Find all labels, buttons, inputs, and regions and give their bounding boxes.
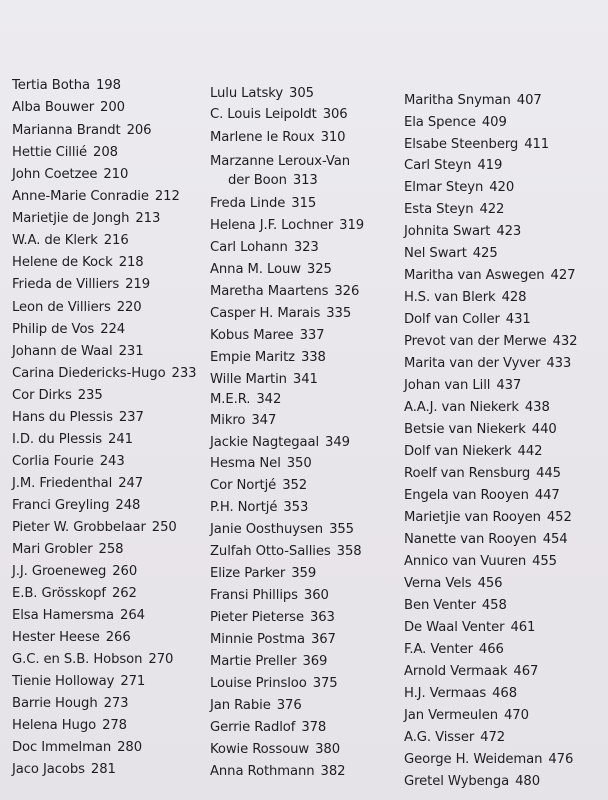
entry-page-number: 468 [492,686,518,701]
index-entry [404,444,542,460]
index-entry [12,696,128,712]
entry-name: Dolf van Niekerk [404,444,512,459]
index-entry [404,137,549,153]
entry-page-number: 326 [334,284,360,299]
index-entry [404,290,526,306]
entry-name: Nel Swart [404,246,467,261]
index-entry [12,432,133,448]
entry-name: Marita van der Vyver [404,356,541,371]
entry-page-number: 260 [112,564,138,579]
entry-page-number: 407 [516,93,542,108]
entry-page-number: 237 [118,410,144,425]
index-entry [404,466,561,482]
entry-page-number: 250 [151,520,177,535]
entry-name: Fransi Phillips [210,588,298,603]
index-entry [404,686,517,702]
index-entry [12,564,137,580]
entry-page-number: 427 [550,268,576,283]
entry-name: Elmar Steyn [404,180,484,195]
index-entry [210,372,318,388]
entry-page-number: 247 [118,476,144,491]
entry-name: F.A. Venter [404,642,473,657]
entry-name: Zulfah Otto-Sallies [210,544,331,559]
entry-name: Freda Linde [210,196,286,211]
index-entry [210,435,350,451]
entry-name: P.H. Nortjé [210,500,278,515]
entry-page-number: 243 [99,454,125,469]
index-entry [404,598,507,614]
entry-name: Betsie van Niekerk [404,422,526,437]
entry-page-number: 355 [329,522,354,537]
entry-page-number: 218 [118,255,144,270]
entry-page-number: 472 [480,730,506,745]
entry-page-number: 458 [481,598,507,613]
index-entry [12,498,140,514]
entry-page-number: 360 [303,588,329,603]
entry-name: Mari Grobler [12,542,93,557]
entry-page-number: 278 [102,718,127,733]
entry-page-number: 231 [118,344,144,359]
entry-name: Corlia Fourie [12,454,94,469]
entry-page-number: 305 [289,86,314,101]
index-entry [12,476,143,492]
entry-name: Gerrie Radlof [210,720,296,735]
entry-name: Tertia Botha [12,78,90,93]
index-entry [404,158,502,174]
entry-name: Jan Vermeulen [404,708,498,723]
index-entry [12,300,142,316]
entry-name: Helena J.F. Lochner [210,218,334,233]
entry-name: E.B. Grösskopf [12,586,106,601]
entry-name: Elsabe Steenberg [404,137,519,152]
index-entry [404,202,504,218]
entry-name: A.G. Visser [404,730,475,745]
entry-name: Martie Preller [210,654,297,669]
index-entry [404,664,538,680]
index-entry [210,413,276,429]
entry-page-number: 280 [117,740,142,755]
entry-page-number: 262 [111,586,137,601]
index-entry [12,344,143,360]
entry-page-number: 431 [505,312,531,327]
index-entry [12,608,145,624]
entry-name: Marlene le Roux [210,130,315,145]
entry-name: Maritha Snyman [404,93,511,108]
entry-name: Wille Martin [210,372,287,387]
entry-page-number: 380 [315,742,340,757]
index-entry [404,708,529,724]
index-entry [210,130,345,146]
index-entry [12,718,127,734]
entry-name: der Boon [228,173,287,188]
entry-page-number: 325 [306,262,332,277]
entry-name: George H. Weideman [404,752,543,767]
index-entry [404,554,557,570]
entry-name: Ela Spence [404,115,476,130]
entry-name: Minnie Postma [210,632,305,647]
index-entry [210,588,329,604]
entry-page-number: 198 [95,78,121,93]
entry-name: Hester Heese [12,630,100,645]
entry-page-number: 454 [542,532,568,547]
entry-page-number: 220 [116,300,142,315]
index-entry [210,218,364,234]
entry-name: Leon de Villiers [12,300,111,315]
entry-page-number: 350 [286,456,312,471]
entry-page-number: 208 [93,145,118,160]
entry-name: Engela van Rooyen [404,488,529,503]
index-entry [210,154,350,170]
index-entry [210,566,316,582]
entry-page-number: 411 [524,137,550,152]
index-entry [210,544,362,560]
index-entry [12,762,116,778]
index-entry [210,107,348,123]
entry-name: J.M. Friedenthal [12,476,113,491]
entry-name: Anna M. Louw [210,262,301,277]
index-entry [210,350,326,366]
entry-page-number: 467 [513,664,539,679]
entry-page-number: 271 [120,674,146,689]
entry-name: Elsa Hamersma [12,608,115,623]
entry-name: Kobus Maree [210,328,294,343]
entry-page-number: 341 [292,372,318,387]
index-entry [210,240,319,256]
index-entry [404,488,560,504]
entry-page-number: 347 [251,413,277,428]
entry-name: Anne-Marie Conradie [12,189,149,204]
entry-name: Johan van Lill [404,378,491,393]
entry-page-number: 363 [309,610,335,625]
entry-page-number: 470 [503,708,529,723]
index-entry [12,630,131,646]
entry-name: Louise Prinsloo [210,676,307,691]
index-entry [12,542,123,558]
entry-name: Annico van Vuuren [404,554,527,569]
entry-name: Verna Vels [404,576,472,591]
entry-name: Johann de Waal [12,344,113,359]
index-entry [210,478,307,494]
index-entry [404,642,504,658]
entry-name: Casper H. Marais [210,306,321,321]
index-entry [12,586,137,602]
index-entry [210,610,335,626]
entry-page-number: 323 [293,240,319,255]
entry-name: Marianna Brandt [12,123,121,138]
entry-name: Doc Immelman [12,740,112,755]
entry-page-number: 248 [115,498,141,513]
index-entry [12,322,125,338]
entry-name: Marietjie van Rooyen [404,510,541,525]
entry-page-number: 476 [548,752,574,767]
index-entry [12,189,180,205]
entry-name: Hesma Nel [210,456,281,471]
entry-page-number: 273 [103,696,129,711]
entry-name: A.A.J. van Niekerk [404,400,519,415]
entry-page-number: 210 [103,167,129,182]
entry-name: J.J. Groeneweg [12,564,107,579]
entry-name: Pieter W. Grobbelaar [12,520,146,535]
entry-page-number: 447 [534,488,560,503]
entry-name: H.J. Vermaas [404,686,487,701]
entry-name: M.E.R. [210,392,251,407]
index-entry [12,167,128,183]
entry-page-number: 456 [477,576,503,591]
entry-page-number: 335 [326,306,352,321]
entry-name: Marzanne Leroux-Van [210,154,351,169]
entry-page-number: 455 [532,554,557,569]
entry-name: Franci Greyling [12,498,110,513]
entry-page-number: 466 [478,642,504,657]
entry-page-number: 241 [108,432,133,447]
entry-page-number: 338 [300,350,326,365]
entry-page-number: 281 [90,762,116,777]
entry-name: Barrie Hough [12,696,98,711]
entry-page-number: 233 [171,366,197,381]
index-entry [12,366,196,382]
entry-page-number: 352 [282,478,308,493]
index-entry [210,676,338,692]
index-entry [12,674,145,690]
index-entry [12,454,125,470]
entry-page-number: 442 [517,444,543,459]
entry-page-number: 428 [501,290,527,305]
entry-name: Maretha Maartens [210,284,329,299]
entry-page-number: 306 [322,107,348,122]
entry-name: Helene de Kock [12,255,113,270]
index-entry [210,262,332,278]
index-entry [404,620,535,636]
entry-page-number: 369 [302,654,328,669]
entry-name: Arnold Vermaak [404,664,508,679]
entry-page-number: 235 [77,388,103,403]
entry-page-number: 258 [98,542,124,557]
index-entry [210,392,281,408]
entry-name: Helena Hugo [12,718,97,733]
entry-name: Pieter Pieterse [210,610,304,625]
entry-page-number: 376 [276,698,302,713]
entry-page-number: 313 [292,173,318,188]
index-entry [404,774,540,790]
entry-page-number: 200 [100,100,125,115]
index-entry [210,284,359,300]
entry-page-number: 423 [496,224,522,239]
entry-name: Ben Venter [404,598,476,613]
index-entry [404,180,514,196]
index-entry [12,740,142,756]
entry-page-number: 438 [524,400,550,415]
entry-page-number: 342 [256,392,282,407]
entry-name: Carl Lohann [210,240,288,255]
entry-name: Johnita Swart [404,224,491,239]
index-entry [12,410,144,426]
index-entry [210,698,302,714]
entry-page-number: 359 [291,566,317,581]
entry-name: G.C. en S.B. Hobson [12,652,143,667]
entry-page-number: 212 [154,189,180,204]
entry-page-number: 422 [479,202,505,217]
entry-name: De Waal Venter [404,620,505,635]
entry-page-number: 310 [320,130,346,145]
entry-page-number: 378 [301,720,327,735]
entry-name: Cor Dirks [12,388,72,403]
index-entry [404,115,507,131]
entry-page-number: 433 [546,356,572,371]
entry-page-number: 270 [148,652,174,667]
entry-name: Philip de Vos [12,322,95,337]
entry-name: Gretel Wybenga [404,774,510,789]
index-entry [12,211,160,227]
index-entry [404,268,575,284]
index-entry [404,422,557,438]
index-entry [210,500,308,516]
index-entry [404,532,568,548]
index-entry [404,752,573,768]
entry-name: Maritha van Aswegen [404,268,545,283]
index-entry [12,652,173,668]
entry-name: H.S. van Blerk [404,290,496,305]
index-entry [210,196,316,212]
entry-page-number: 266 [105,630,131,645]
entry-name: Dolf van Coller [404,312,500,327]
index-entry [12,277,150,293]
entry-name: Kowie Rossouw [210,742,310,757]
index-entry [210,86,314,102]
entry-name: W.A. de Klerk [12,233,98,248]
index-entry [210,632,336,648]
index-entry [12,388,103,404]
entry-page-number: 353 [283,500,309,515]
index-entry [210,306,351,322]
index-entry [12,233,129,249]
entry-page-number: 213 [135,211,161,226]
entry-page-number: 367 [310,632,336,647]
index-entry [12,123,151,139]
entry-name: Mikro [210,413,246,428]
entry-page-number: 206 [126,123,152,138]
entry-page-number: 264 [120,608,145,623]
index-entry [404,378,521,394]
index-entry [404,246,498,262]
entry-name: Roelf van Rensburg [404,466,531,481]
entry-page-number: 440 [531,422,557,437]
entry-page-number: 437 [496,378,522,393]
index-entry [404,334,577,350]
entry-name: Marietjie de Jongh [12,211,130,226]
entry-name: Jaco Jacobs [12,762,85,777]
entry-name: Anna Rothmann [210,764,315,779]
entry-page-number: 461 [510,620,536,635]
entry-page-number: 337 [299,328,325,343]
entry-page-number: 382 [320,764,346,779]
index-entry [404,400,550,416]
index-entry [12,100,125,116]
entry-page-number: 219 [125,277,151,292]
entry-page-number: 452 [546,510,572,525]
entry-page-number: 409 [481,115,507,130]
index-entry [228,173,318,189]
entry-page-number: 224 [100,322,126,337]
entry-name: Cor Nortjé [210,478,277,493]
index-entry [404,312,531,328]
entry-name: Alba Bouwer [12,100,95,115]
entry-name: Elize Parker [210,566,286,581]
entry-page-number: 375 [312,676,338,691]
entry-page-number: 425 [472,246,498,261]
entry-name: Hans du Plessis [12,410,113,425]
index-entry [210,328,324,344]
entry-page-number: 349 [325,435,350,450]
entry-page-number: 445 [536,466,561,481]
index-entry [12,145,118,161]
index-entry [210,764,345,780]
entry-page-number: 216 [103,233,129,248]
index-entry [210,720,326,736]
index-entry [12,255,144,271]
entry-name: C. Louis Leipoldt [210,107,317,122]
entry-name: Carl Steyn [404,158,472,173]
entry-name: Nanette van Rooyen [404,532,537,547]
index-entry [210,522,354,538]
index-entry [404,510,572,526]
index-entry [404,356,571,372]
entry-name: Esta Steyn [404,202,474,217]
entry-page-number: 420 [489,180,515,195]
entry-name: Empie Maritz [210,350,295,365]
entry-page-number: 315 [291,196,317,211]
entry-name: Prevot van der Merwe [404,334,547,349]
entry-page-number: 319 [339,218,365,233]
entry-page-number: 358 [336,544,362,559]
entry-name: Janie Oosthuysen [210,522,324,537]
index-entry [210,654,327,670]
entry-name: Jan Rabie [210,698,271,713]
entry-name: Lulu Latsky [210,86,284,101]
entry-name: I.D. du Plessis [12,432,103,447]
entry-name: Frieda de Villiers [12,277,120,292]
index-entry [404,576,502,592]
index-entry [12,78,121,94]
entry-name: Hettie Cillié [12,145,88,160]
entry-page-number: 419 [477,158,503,173]
entry-page-number: 480 [515,774,540,789]
index-entry [210,742,340,758]
index-entry [404,224,521,240]
entry-name: John Coetzee [12,167,98,182]
entry-name: Carina Diedericks-Hugo [12,366,166,381]
index-entry [404,93,542,109]
index-entry [12,520,177,536]
entry-page-number: 432 [552,334,578,349]
index-entry [210,456,312,472]
entry-name: Jackie Nagtegaal [210,435,320,450]
entry-name: Tienie Holloway [12,674,115,689]
index-entry [404,730,505,746]
